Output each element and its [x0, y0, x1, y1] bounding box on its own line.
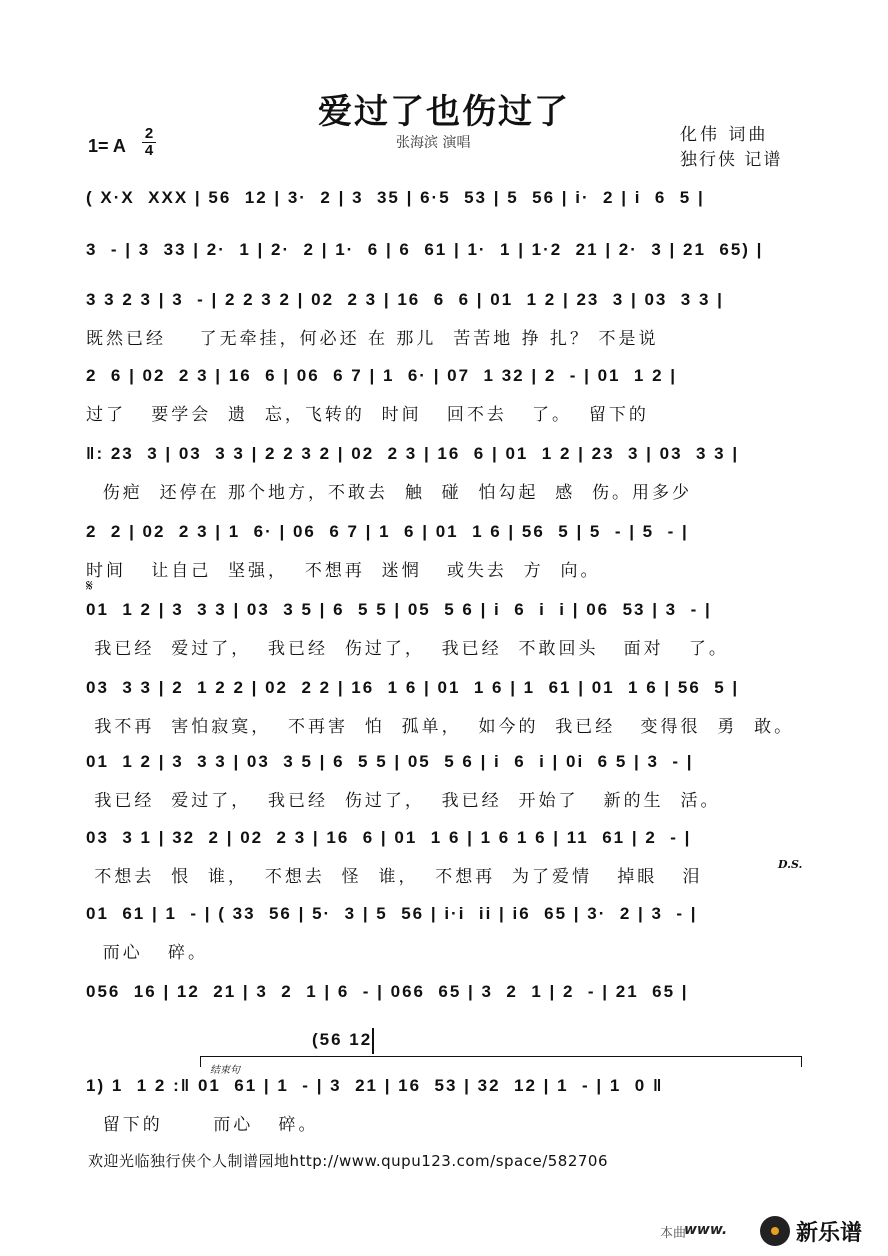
- brand-logo-text: 新乐谱: [796, 1221, 863, 1246]
- notation-line: 03 3 3 | 2 1 2 2 | 02 2 2 | 16 1 6 | 01 1 6 | 1 61 | 01 1 6 | 56 5 |: [86, 678, 740, 697]
- lyric-line: 我不再 害怕寂寞， 不再害 怕 孤单， 如今的 我已经 变得很 勇 敢。: [86, 717, 795, 737]
- lyric-line: 而心 碎。: [86, 943, 209, 963]
- notation-line: 3 3 2 3 | 3 - | 2 2 3 2 | 02 2 3 | 16 6 6 | 01 1 2 | 23 3 | 03 3 3 |: [86, 290, 724, 309]
- singer-credit: 张海滨 演唱: [396, 135, 471, 151]
- lyric-line: 伤疤 还停在 那个地方，不敢去 触 碰 怕勾起 感 伤。用多少: [86, 483, 693, 503]
- notation-line: 01 1 2 | 3 3 3 | 03 3 5 | 6 5 5 | 05 5 6 | i 6 i i | 06 53 | 3 - |: [86, 600, 712, 619]
- watermark-url: www.: [684, 1222, 728, 1238]
- notation-line: 056 16 | 12 21 | 3 2 1 | 6 - | 066 65 | 3 2 1 | 2 - | 21 65 |: [86, 982, 689, 1001]
- key-signature: 1= A: [88, 136, 126, 156]
- lyric-line: 留下的 而心 碎。: [86, 1115, 319, 1135]
- lyric-line: 不想去 恨 谁， 不想去 怪 谁， 不想再 为了爱情 掉眼 泪: [86, 867, 703, 887]
- footer-link-text[interactable]: 欢迎光临独行侠个人制谱园地http://www.qupu123.com/space/582706: [88, 1152, 609, 1170]
- ending-label: 结束句: [210, 1065, 240, 1076]
- pickup-notes: (56 12: [312, 1030, 373, 1049]
- lyric-line: 既然已经 了无牵挂，何必还 在 那儿 苦苦地 挣 扎？ 不是说: [86, 329, 659, 349]
- lyric-line: 过了 要学会 遗 忘，飞转的 时间 回不去 了。 留下的: [86, 405, 649, 425]
- segno-sign: 𝄋: [86, 576, 93, 595]
- pickup-barline: [372, 1028, 374, 1054]
- lyric-line: 我已经 爱过了， 我已经 伤过了， 我已经 开始了 新的生 活。: [86, 791, 721, 811]
- notation-line: 01 61 | 1 - | ( 33 56 | 5· 3 | 5 56 | i·i ii | i6 65 | 3· 2 | 3 - |: [86, 904, 698, 923]
- time-signature: [142, 126, 156, 159]
- lyricist-composer-credit: 化伟 词曲: [680, 125, 769, 145]
- record-disc-icon: [760, 1216, 790, 1246]
- notation-line: 2 6 | 02 2 3 | 16 6 | 06 6 7 | 1 6· | 07 1 32 | 2 - | 01 1 2 |: [86, 366, 678, 385]
- notation-line: ‖: 23 3 | 03 3 3 | 2 2 3 2 | 02 2 3 | 16 6 | 01 1 2 | 23 3 | 03 3 3 |: [86, 444, 740, 463]
- notation-line: 1) 1 1 2 :‖ 01 61 | 1 - | 3 21 | 16 53 | 32 12 | 1 - | 1 0 ‖: [86, 1076, 664, 1095]
- lyric-line: 时间 让自己 坚强， 不想再 迷惘 或失去 方 向。: [86, 561, 601, 581]
- notation-line: ( X·X XXX | 56 12 | 3· 2 | 3 35 | 6·5 53 | 5 56 | i· 2 | i 6 5 |: [86, 188, 705, 207]
- notation-line: 03 3 1 | 32 2 | 02 2 3 | 16 6 | 01 1 6 | 1 6 1 6 | 11 61 | 2 - |: [86, 828, 692, 847]
- page-title: 爱过了也伤过了: [318, 92, 570, 132]
- lyric-line: 我已经 爱过了， 我已经 伤过了， 我已经 不敢回头 面对 了。: [86, 639, 729, 659]
- brand-logo[interactable]: [760, 1214, 882, 1250]
- time-signature-top: 2: [144, 125, 154, 142]
- time-signature-bottom: 4: [142, 142, 156, 159]
- dal-segno-mark: D.S.: [778, 858, 803, 871]
- transcriber-credit: 独行侠 记谱: [680, 150, 783, 170]
- notation-line: 3 - | 3 33 | 2· 1 | 2· 2 | 1· 6 | 6 61 | 1· 1 | 1·2 21 | 2· 3 | 21 65) |: [86, 240, 764, 259]
- notation-line: 2 2 | 02 2 3 | 1 6· | 06 6 7 | 1 6 | 01 1 6 | 56 5 | 5 - | 5 - |: [86, 522, 689, 541]
- watermark-prefix: 本曲: [660, 1226, 687, 1241]
- ending-bracket: [200, 1056, 802, 1067]
- notation-line: 01 1 2 | 3 3 3 | 03 3 5 | 6 5 5 | 05 5 6 | i 6 i | 0i 6 5 | 3 - |: [86, 752, 694, 771]
